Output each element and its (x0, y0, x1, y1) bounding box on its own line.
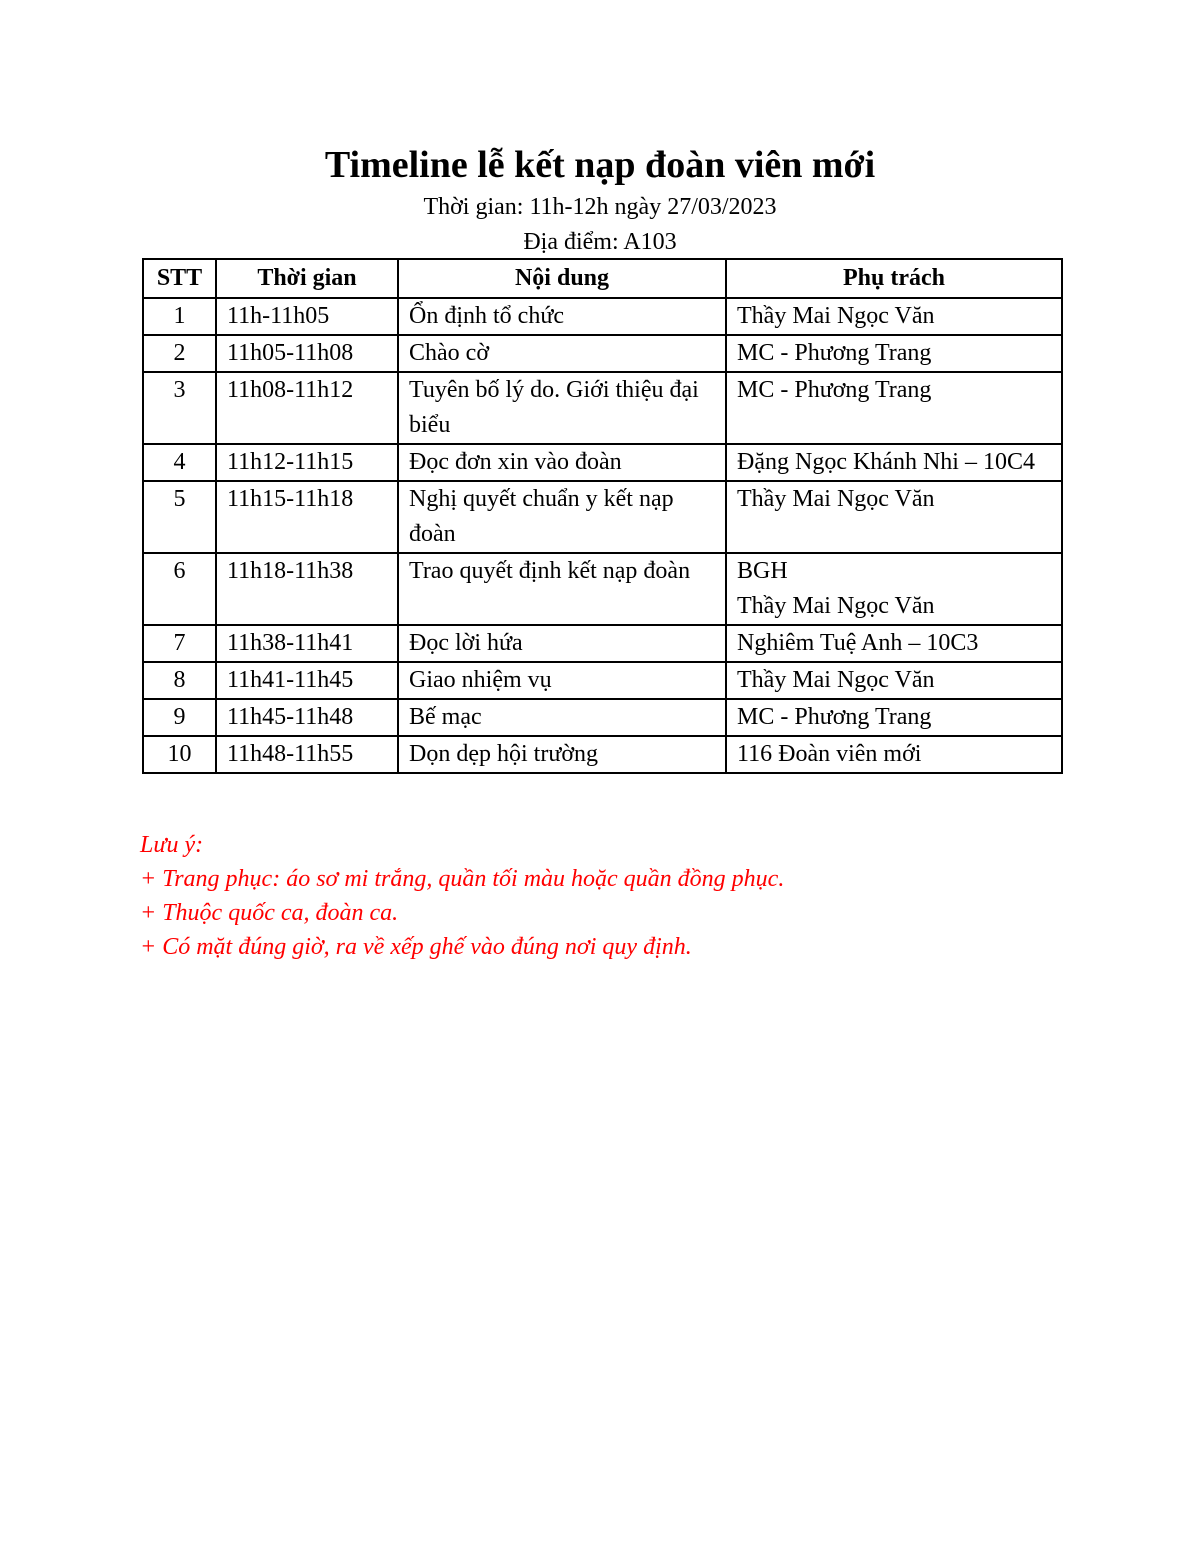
cell-time: 11h12-11h15 (216, 444, 398, 481)
cell-stt: 10 (143, 736, 216, 773)
cell-stt: 8 (143, 662, 216, 699)
notes-section (140, 828, 1080, 964)
table-row (143, 298, 1062, 335)
event-place: Địa điểm: A103 (523, 229, 677, 255)
cell-content: Bế mạc (398, 699, 726, 736)
cell-stt: 7 (143, 625, 216, 662)
notes-heading: Lưu ý: (140, 832, 204, 858)
cell-content: Đọc đơn xin vào đoàn (398, 444, 726, 481)
column-header-stt: STT (143, 259, 216, 298)
owner-line: MC - Phương Trang (737, 340, 932, 366)
cell-owner (726, 298, 1062, 335)
owner-line: Nghiêm Tuệ Anh – 10C3 (737, 630, 979, 656)
column-header-content: Nội dung (398, 259, 726, 298)
table-row (143, 335, 1062, 372)
cell-content: Chào cờ (398, 335, 726, 372)
owner-line: MC - Phương Trang (737, 704, 932, 730)
owner-line: 116 Đoàn viên mới (737, 741, 922, 767)
cell-owner (726, 444, 1062, 481)
cell-content: Giao nhiệm vụ (398, 662, 726, 699)
column-header-owner: Phụ trách (726, 259, 1062, 298)
table-row (143, 372, 1062, 444)
note-item: + Có mặt đúng giờ, ra về xếp ghế vào đúng nơi quy định. (140, 934, 692, 960)
cell-stt: 9 (143, 699, 216, 736)
cell-time: 11h38-11h41 (216, 625, 398, 662)
cell-stt: 1 (143, 298, 216, 335)
cell-owner (726, 736, 1062, 773)
owner-line: MC - Phương Trang (737, 377, 932, 403)
cell-time: 11h45-11h48 (216, 699, 398, 736)
cell-owner (726, 699, 1062, 736)
table-row (143, 444, 1062, 481)
cell-owner (726, 372, 1062, 444)
owner-line: BGH (737, 558, 788, 584)
cell-owner (726, 481, 1062, 553)
column-header-time: Thời gian (216, 259, 398, 298)
cell-stt: 4 (143, 444, 216, 481)
cell-content: Dọn dẹp hội trường (398, 736, 726, 773)
owner-line: Thầy Mai Ngọc Văn (737, 486, 935, 512)
cell-stt: 2 (143, 335, 216, 372)
cell-content: Nghị quyết chuẩn y kết nạp đoàn (398, 481, 726, 553)
table-header-row (143, 259, 1062, 298)
owner-line: Thầy Mai Ngọc Văn (737, 303, 935, 329)
owner-line: Đặng Ngọc Khánh Nhi – 10C4 (737, 449, 1035, 475)
schedule-table (142, 258, 1063, 774)
event-time: Thời gian: 11h-12h ngày 27/03/2023 (423, 194, 777, 220)
note-item: + Thuộc quốc ca, đoàn ca. (140, 900, 399, 926)
cell-time: 11h18-11h38 (216, 553, 398, 625)
cell-time: 11h41-11h45 (216, 662, 398, 699)
cell-time: 11h15-11h18 (216, 481, 398, 553)
cell-time: 11h05-11h08 (216, 335, 398, 372)
cell-stt: 5 (143, 481, 216, 553)
cell-time: 11h48-11h55 (216, 736, 398, 773)
cell-owner (726, 553, 1062, 625)
cell-time: 11h08-11h12 (216, 372, 398, 444)
cell-time: 11h-11h05 (216, 298, 398, 335)
owner-line: Thầy Mai Ngọc Văn (737, 667, 935, 693)
cell-stt: 3 (143, 372, 216, 444)
table-row (143, 625, 1062, 662)
cell-content: Trao quyết định kết nạp đoàn (398, 553, 726, 625)
table-row (143, 662, 1062, 699)
owner-line: Thầy Mai Ngọc Văn (737, 593, 935, 619)
cell-content: Đọc lời hứa (398, 625, 726, 662)
cell-owner (726, 335, 1062, 372)
cell-content: Ổn định tổ chức (398, 298, 726, 335)
cell-owner (726, 662, 1062, 699)
table-row (143, 699, 1062, 736)
page-title: Timeline lễ kết nạp đoàn viên mới (324, 144, 876, 186)
table-row (143, 736, 1062, 773)
cell-stt: 6 (143, 553, 216, 625)
cell-owner (726, 625, 1062, 662)
table-row (143, 553, 1062, 625)
note-item: + Trang phục: áo sơ mi trắng, quần tối màu hoặc quần đồng phục. (140, 866, 785, 892)
table-row (143, 481, 1062, 553)
cell-content: Tuyên bố lý do. Giới thiệu đại biểu (398, 372, 726, 444)
